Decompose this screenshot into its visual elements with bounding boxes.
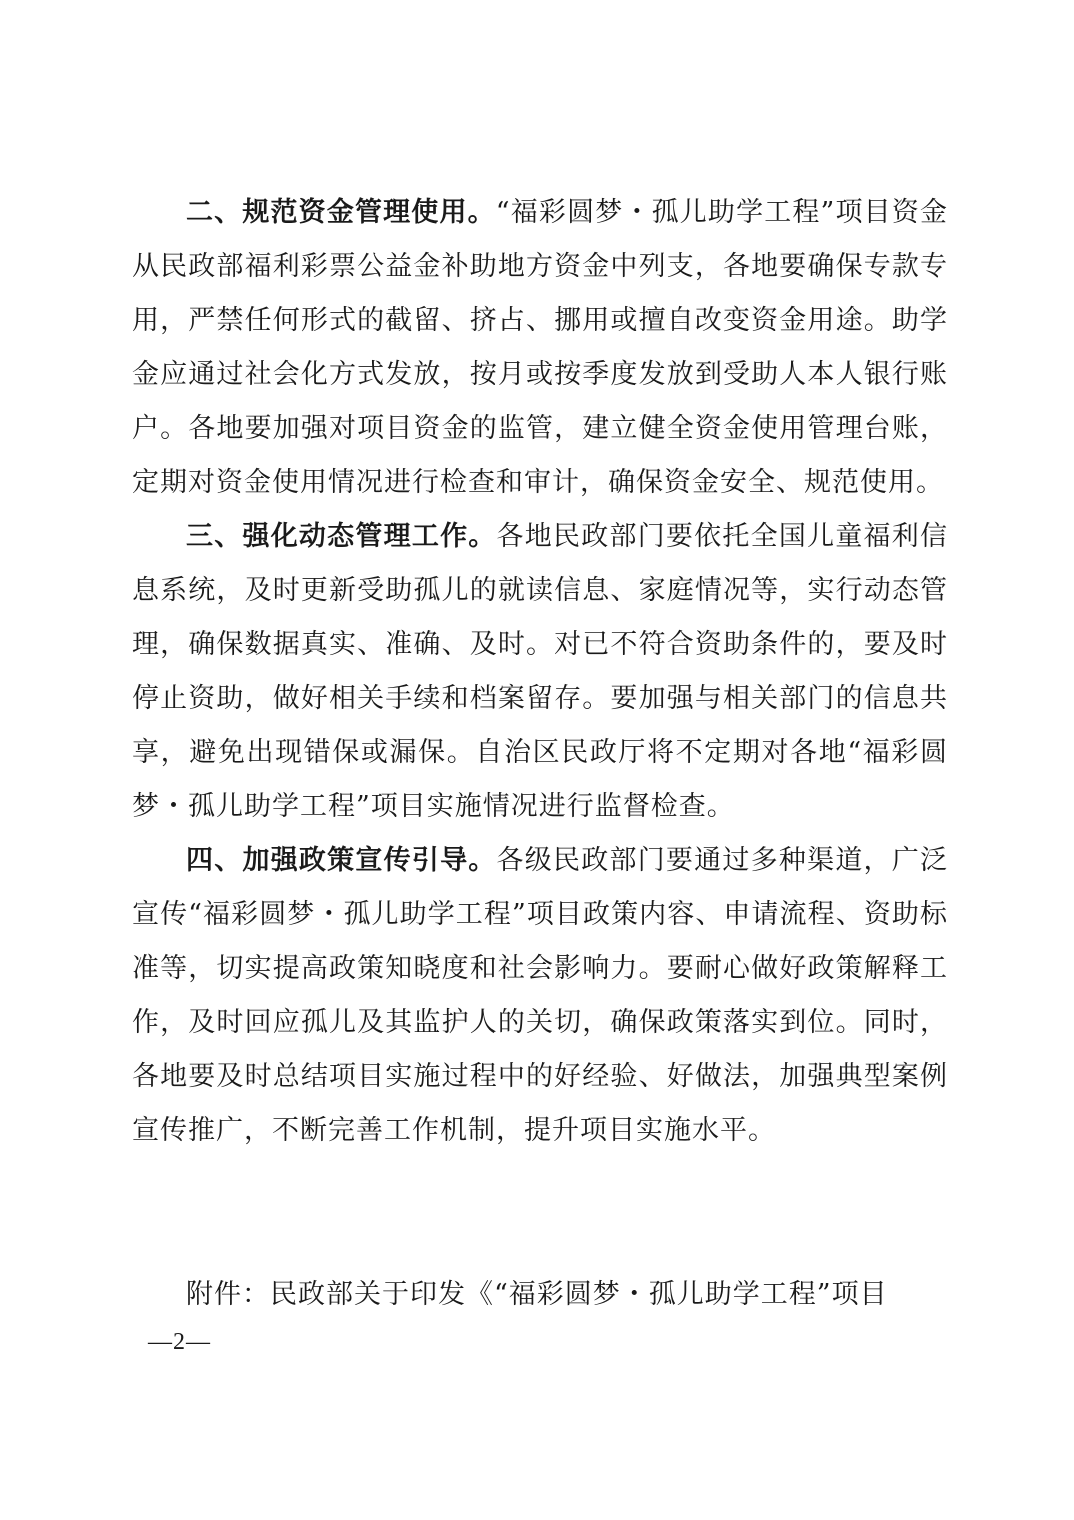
paragraph-text: 各级民政部门要通过多种渠道，广泛宣传“福彩圆梦・孤儿助学工程”项目政策内容、申请流程、资助标准等，切实提高政策知晓度和社会影响力。要耐心做好政策解释工作，及时回应孤儿及其监护人的关切，确保政策落实到位。同时，各地要及时总结项目实施过程中的好经验、好做法，加强典型案例宣传推广，不断完善工作机制，提升项目实施水平。 <box>132 845 949 1146</box>
paragraph-heading: 四、加强政策宣传引导。 <box>186 845 497 876</box>
paragraph-dynamic-management <box>132 510 948 834</box>
paragraph-text: “福彩圆梦・孤儿助学工程”项目资金从民政部福利彩票公益金补助地方资金中列支，各地要确保专款专用，严禁任何形式的截留、挤占、挪用或擅自改变资金用途。助学金应通过社会化方式发放，按月或按季度发放到受助人本人银行账户。各地要加强对项目资金的监管，建立健全资金使用管理台账，定期对资金使用情况进行检查和审计，确保资金安全、规范使用。 <box>132 197 949 498</box>
paragraph-fund-management <box>132 186 948 510</box>
attachment-line: 附件：民政部关于印发《“福彩圆梦・孤儿助学工程”项目 <box>186 1279 888 1310</box>
paragraph-policy-publicity <box>132 834 948 1158</box>
paragraph-heading: 三、强化动态管理工作。 <box>186 521 497 552</box>
paragraph-heading: 二、规范资金管理使用。 <box>186 197 496 228</box>
page-number: —2— <box>148 1329 211 1355</box>
document-body <box>132 186 948 1158</box>
paragraph-text: 各地民政部门要依托全国儿童福利信息系统，及时更新受助孤儿的就读信息、家庭情况等，实行动态管理，确保数据真实、准确、及时。对已不符合资助条件的，要及时停止资助，做好相关手续和档案留存。要加强与相关部门的信息共享，避免出现错保或漏保。自治区民政厅将不定期对各地“福彩圆梦・孤儿助学工程”项目实施情况进行监督检查。 <box>132 521 949 822</box>
